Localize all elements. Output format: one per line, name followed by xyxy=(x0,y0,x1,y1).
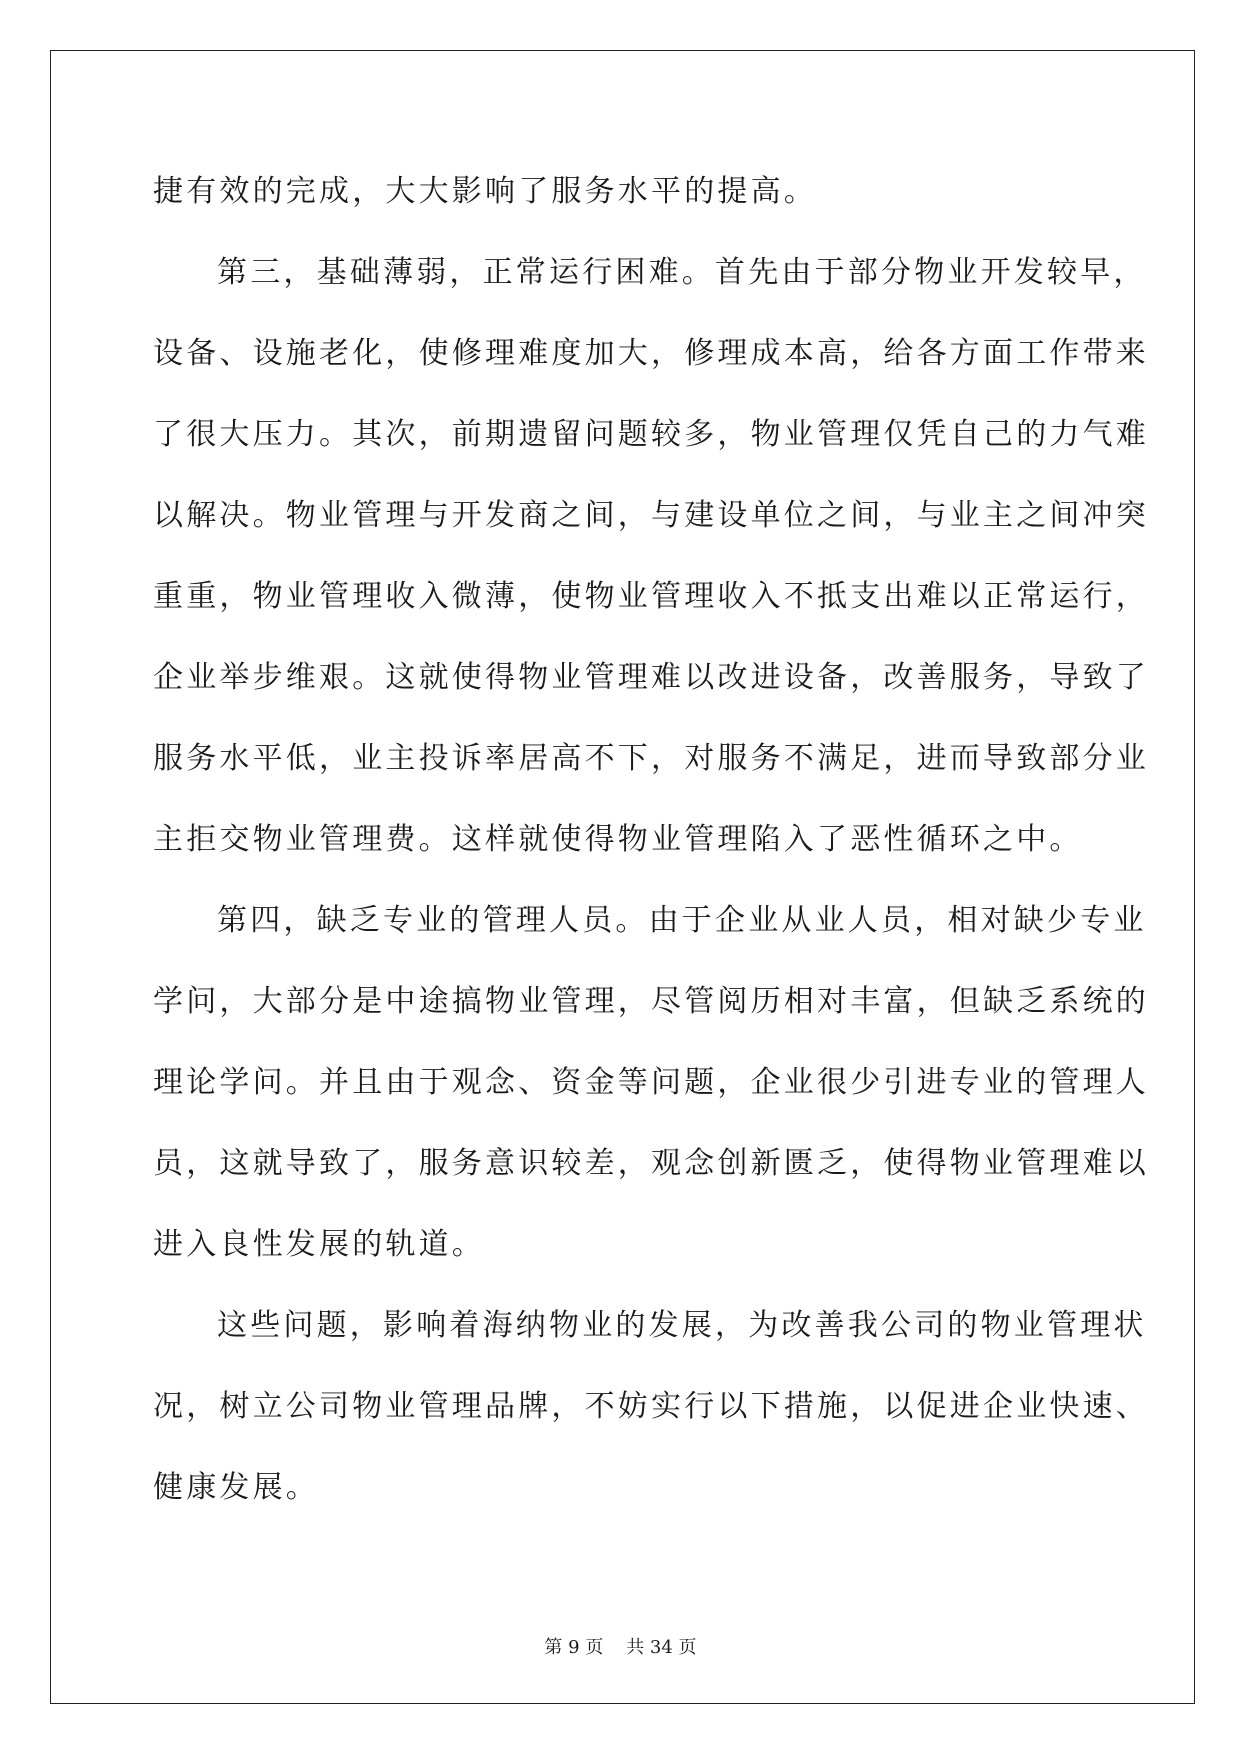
text-line: 设备、设施老化，使修理难度加大，修理成本高，给各方面工作带来 xyxy=(153,336,1149,371)
text-line: 员，这就导致了，服务意识较差，观念创新匮乏，使得物业管理难以 xyxy=(153,1146,1149,1181)
page-number-footer: 第 9 页 共 34 页 xyxy=(544,1637,697,1658)
document-body xyxy=(153,162,1149,1539)
text-line: 重重，物业管理收入微薄，使物业管理收入不抵支出难以正常运行， xyxy=(153,579,1149,614)
text-line: 主拒交物业管理费。这样就使得物业管理陷入了恶性循环之中。 xyxy=(153,822,1083,857)
text-line: 学问，大部分是中途搞物业管理，尽管阅历相对丰富，但缺乏系统的 xyxy=(153,984,1149,1019)
text-line: 服务水平低，业主投诉率居高不下，对服务不满足，进而导致部分业 xyxy=(153,741,1149,776)
text-line: 理论学问。并且由于观念、资金等问题，企业很少引进专业的管理人 xyxy=(153,1065,1149,1100)
text-line: 以解决。物业管理与开发商之间，与建设单位之间，与业主之间冲突 xyxy=(153,498,1149,533)
text-line: 况，树立公司物业管理品牌，不妨实行以下措施，以促进企业快速、 xyxy=(153,1389,1149,1424)
paragraph-start-line: 第四，缺乏专业的管理人员。由于企业从业人员，相对缺少专业 xyxy=(217,903,1147,938)
paragraph-start-line: 第三，基础薄弱，正常运行困难。首先由于部分物业开发较早， xyxy=(217,255,1147,290)
text-line: 企业举步维艰。这就使得物业管理难以改进设备，改善服务，导致了 xyxy=(153,660,1149,695)
text-line: 了很大压力。其次，前期遗留问题较多，物业管理仅凭自己的力气难 xyxy=(153,417,1149,452)
paragraph-start-line: 这些问题，影响着海纳物业的发展，为改善我公司的物业管理状 xyxy=(217,1308,1147,1343)
text-line: 捷有效的完成，大大影响了服务水平的提高。 xyxy=(153,174,817,209)
text-line: 健康发展。 xyxy=(153,1470,319,1505)
text-line: 进入良性发展的轨道。 xyxy=(153,1227,485,1262)
